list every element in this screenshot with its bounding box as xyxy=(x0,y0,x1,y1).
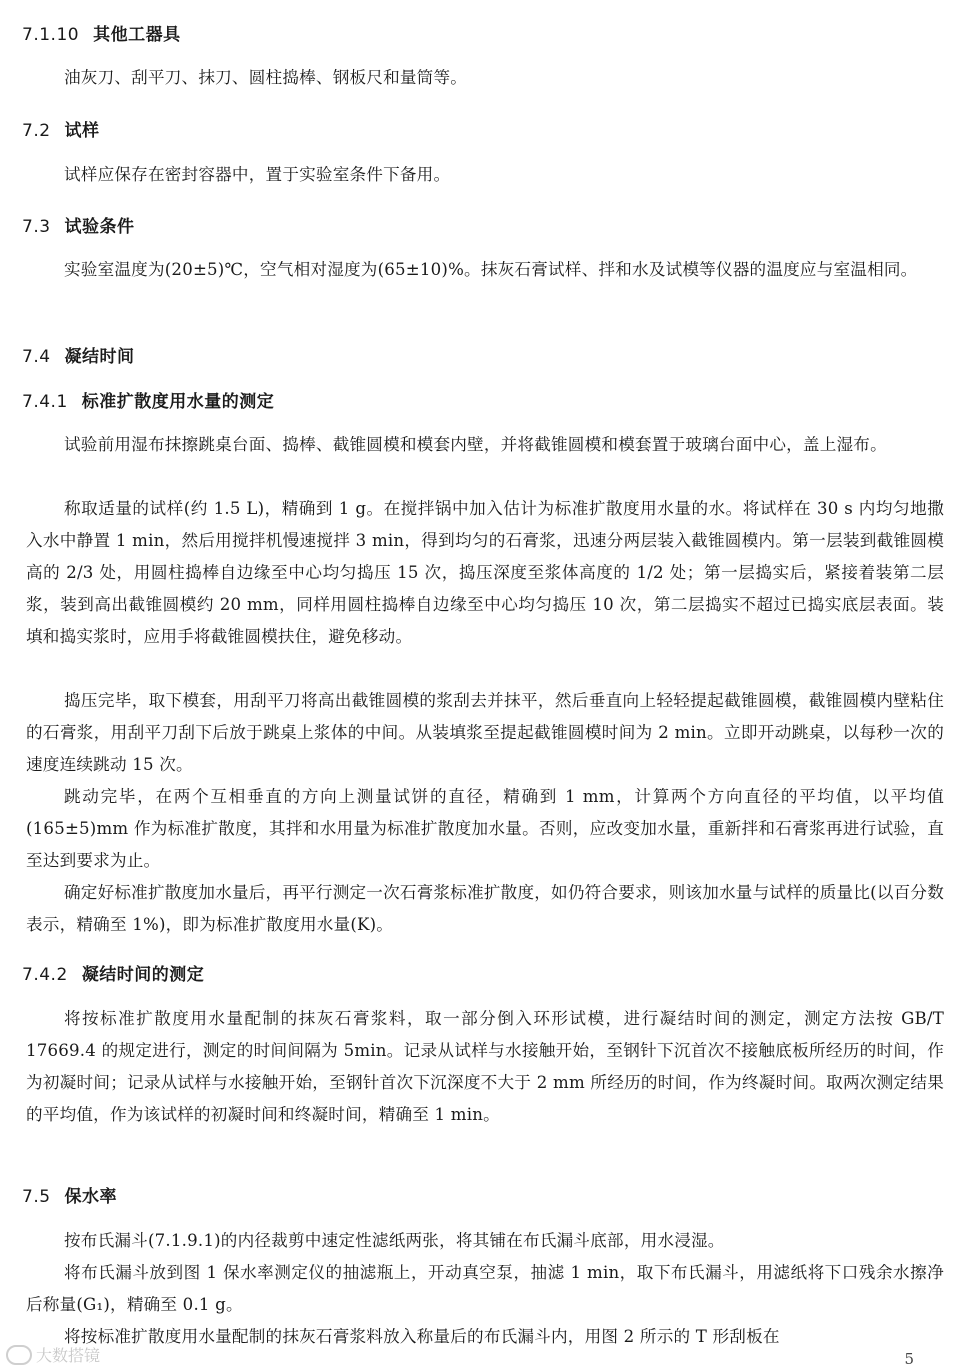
heading-7-1-10 xyxy=(22,20,181,45)
paragraph-conditions: 实验室温度为(20±5)℃，空气相对湿度为(65±10)%。抹灰石膏试样、拌和水及试模等仪器的温度应与室温相同。 xyxy=(64,260,918,279)
section-title: 凝结时间 xyxy=(64,347,135,367)
heading-7-4-1 xyxy=(22,387,274,412)
paragraph-7-4-2: 将按标准扩散度用水量配制的抹灰石膏浆料，取一部分倒入环形试模，进行凝结时间的测定，测定方法按 GB/T 17669.4 的规定进行，测定的时间间隔为 5min。记录从试样与水接触开始，至钢针下沉首次不接触底板所经历的时间，作为初凝时间；记录从试样与水接触开始，至钢针首次下沉深度不大于 2 mm 所经历的时间，作为终凝时间。取两次测定结果的平均值，作为该试样的初凝时间和终凝时间，精确至 1 min。 xyxy=(26,1009,944,1124)
section-title: 试样 xyxy=(64,121,100,141)
paragraph-7-5-a: 按布氏漏斗(7.1.9.1)的内径裁剪中速定性滤纸两张，将其铺在布氏漏斗底部，用水浸湿。 xyxy=(64,1231,725,1250)
watermark-logo-icon xyxy=(6,1345,32,1365)
heading-7-3 xyxy=(22,212,135,237)
section-number: 7.2 xyxy=(22,121,51,141)
watermark-text: 大数搭镜 xyxy=(36,1346,101,1365)
section-number: 7.4.2 xyxy=(22,965,68,985)
section-number: 7.4.1 xyxy=(22,392,68,412)
page-number: 5 xyxy=(904,1350,914,1368)
heading-7-4 xyxy=(22,342,135,367)
section-title: 其他工器具 xyxy=(93,25,181,45)
paragraph-7-4-1-d: 跳动完毕，在两个互相垂直的方向上测量试饼的直径，精确到 1 mm，计算两个方向直径的平均值，以平均值(165±5)mm 作为标准扩散度，其拌和水用量为标准扩散度加水量。否则，应改变加水量，重新拌和石膏浆再进行试验，直至达到要求为止。 xyxy=(26,787,944,870)
section-title: 标准扩散度用水量的测定 xyxy=(81,392,275,412)
section-title: 试验条件 xyxy=(64,217,135,237)
paragraph-7-5-b: 将布氏漏斗放到图 1 保水率测定仪的抽滤瓶上，开动真空泵，抽滤 1 min，取下布氏漏斗，用滤纸将下口残余水擦净后称量(G₁)，精确至 0.1 g。 xyxy=(26,1263,944,1314)
paragraph-7-4-1-e: 确定好标准扩散度加水量后，再平行测定一次石膏浆标准扩散度，如仍符合要求，则该加水量与试样的质量比(以百分数表示，精确至 1%)，即为标准扩散度用水量(K)。 xyxy=(26,883,944,934)
section-number: 7.3 xyxy=(22,217,51,237)
paragraph-7-4-1-b: 称取适量的试样(约 1.5 L)，精确到 1 g。在搅拌锅中加入估计为标准扩散度用水量的水。将试样在 30 s 内均匀地撒入水中静置 1 min，然后用搅拌机慢速搅拌 3 min，得到均匀的石膏浆，迅速分两层装入截锥圆模内。第一层装到截锥圆模高的 2/3 处，用圆柱捣棒自边缘至中心均匀捣压 15 次，捣压深度至浆体高度的 1/2 处；第一层捣实后，紧接着装第二层浆，装到高出截锥圆模约 20 mm，同样用圆柱捣棒自边缘至中心均匀捣压 10 次，第二层捣实不超过已捣实底层表面。装填和捣实浆时，应用手将截锥圆模扶住，避免移动。 xyxy=(26,499,944,646)
watermark xyxy=(6,1343,100,1366)
paragraph-7-4-1-a: 试验前用湿布抹擦跳桌台面、捣棒、截锥圆模和模套内壁，并将截锥圆模和模套置于玻璃台面中心，盖上湿布。 xyxy=(64,435,887,454)
section-number: 7.1.10 xyxy=(22,25,80,45)
paragraph-7-4-1-c: 捣压完毕，取下模套，用刮平刀将高出截锥圆模的浆刮去并抹平，然后垂直向上轻轻提起截锥圆模，截锥圆模内壁粘住的石膏浆，用刮平刀刮下后放于跳桌上浆体的中间。从装填浆至提起截锥圆模时间为 2 min。立即开动跳桌，以每秒一次的速度连续跳动 15 次。 xyxy=(26,691,944,774)
heading-7-4-2 xyxy=(22,960,204,985)
heading-7-2 xyxy=(22,116,100,141)
section-title: 保水率 xyxy=(64,1187,118,1207)
paragraph-tools: 油灰刀、刮平刀、抹刀、圆柱捣棒、钢板尺和量筒等。 xyxy=(64,68,468,87)
heading-7-5 xyxy=(22,1182,117,1207)
section-number: 7.5 xyxy=(22,1187,51,1207)
section-title: 凝结时间的测定 xyxy=(81,965,205,985)
paragraph-7-5-c: 将按标准扩散度用水量配制的抹灰石膏浆料放入称量后的布氏漏斗内，用图 2 所示的 T 形刮板在 xyxy=(64,1327,780,1346)
section-number: 7.4 xyxy=(22,347,51,367)
paragraph-sample: 试样应保存在密封容器中，置于实验室条件下备用。 xyxy=(64,165,451,184)
